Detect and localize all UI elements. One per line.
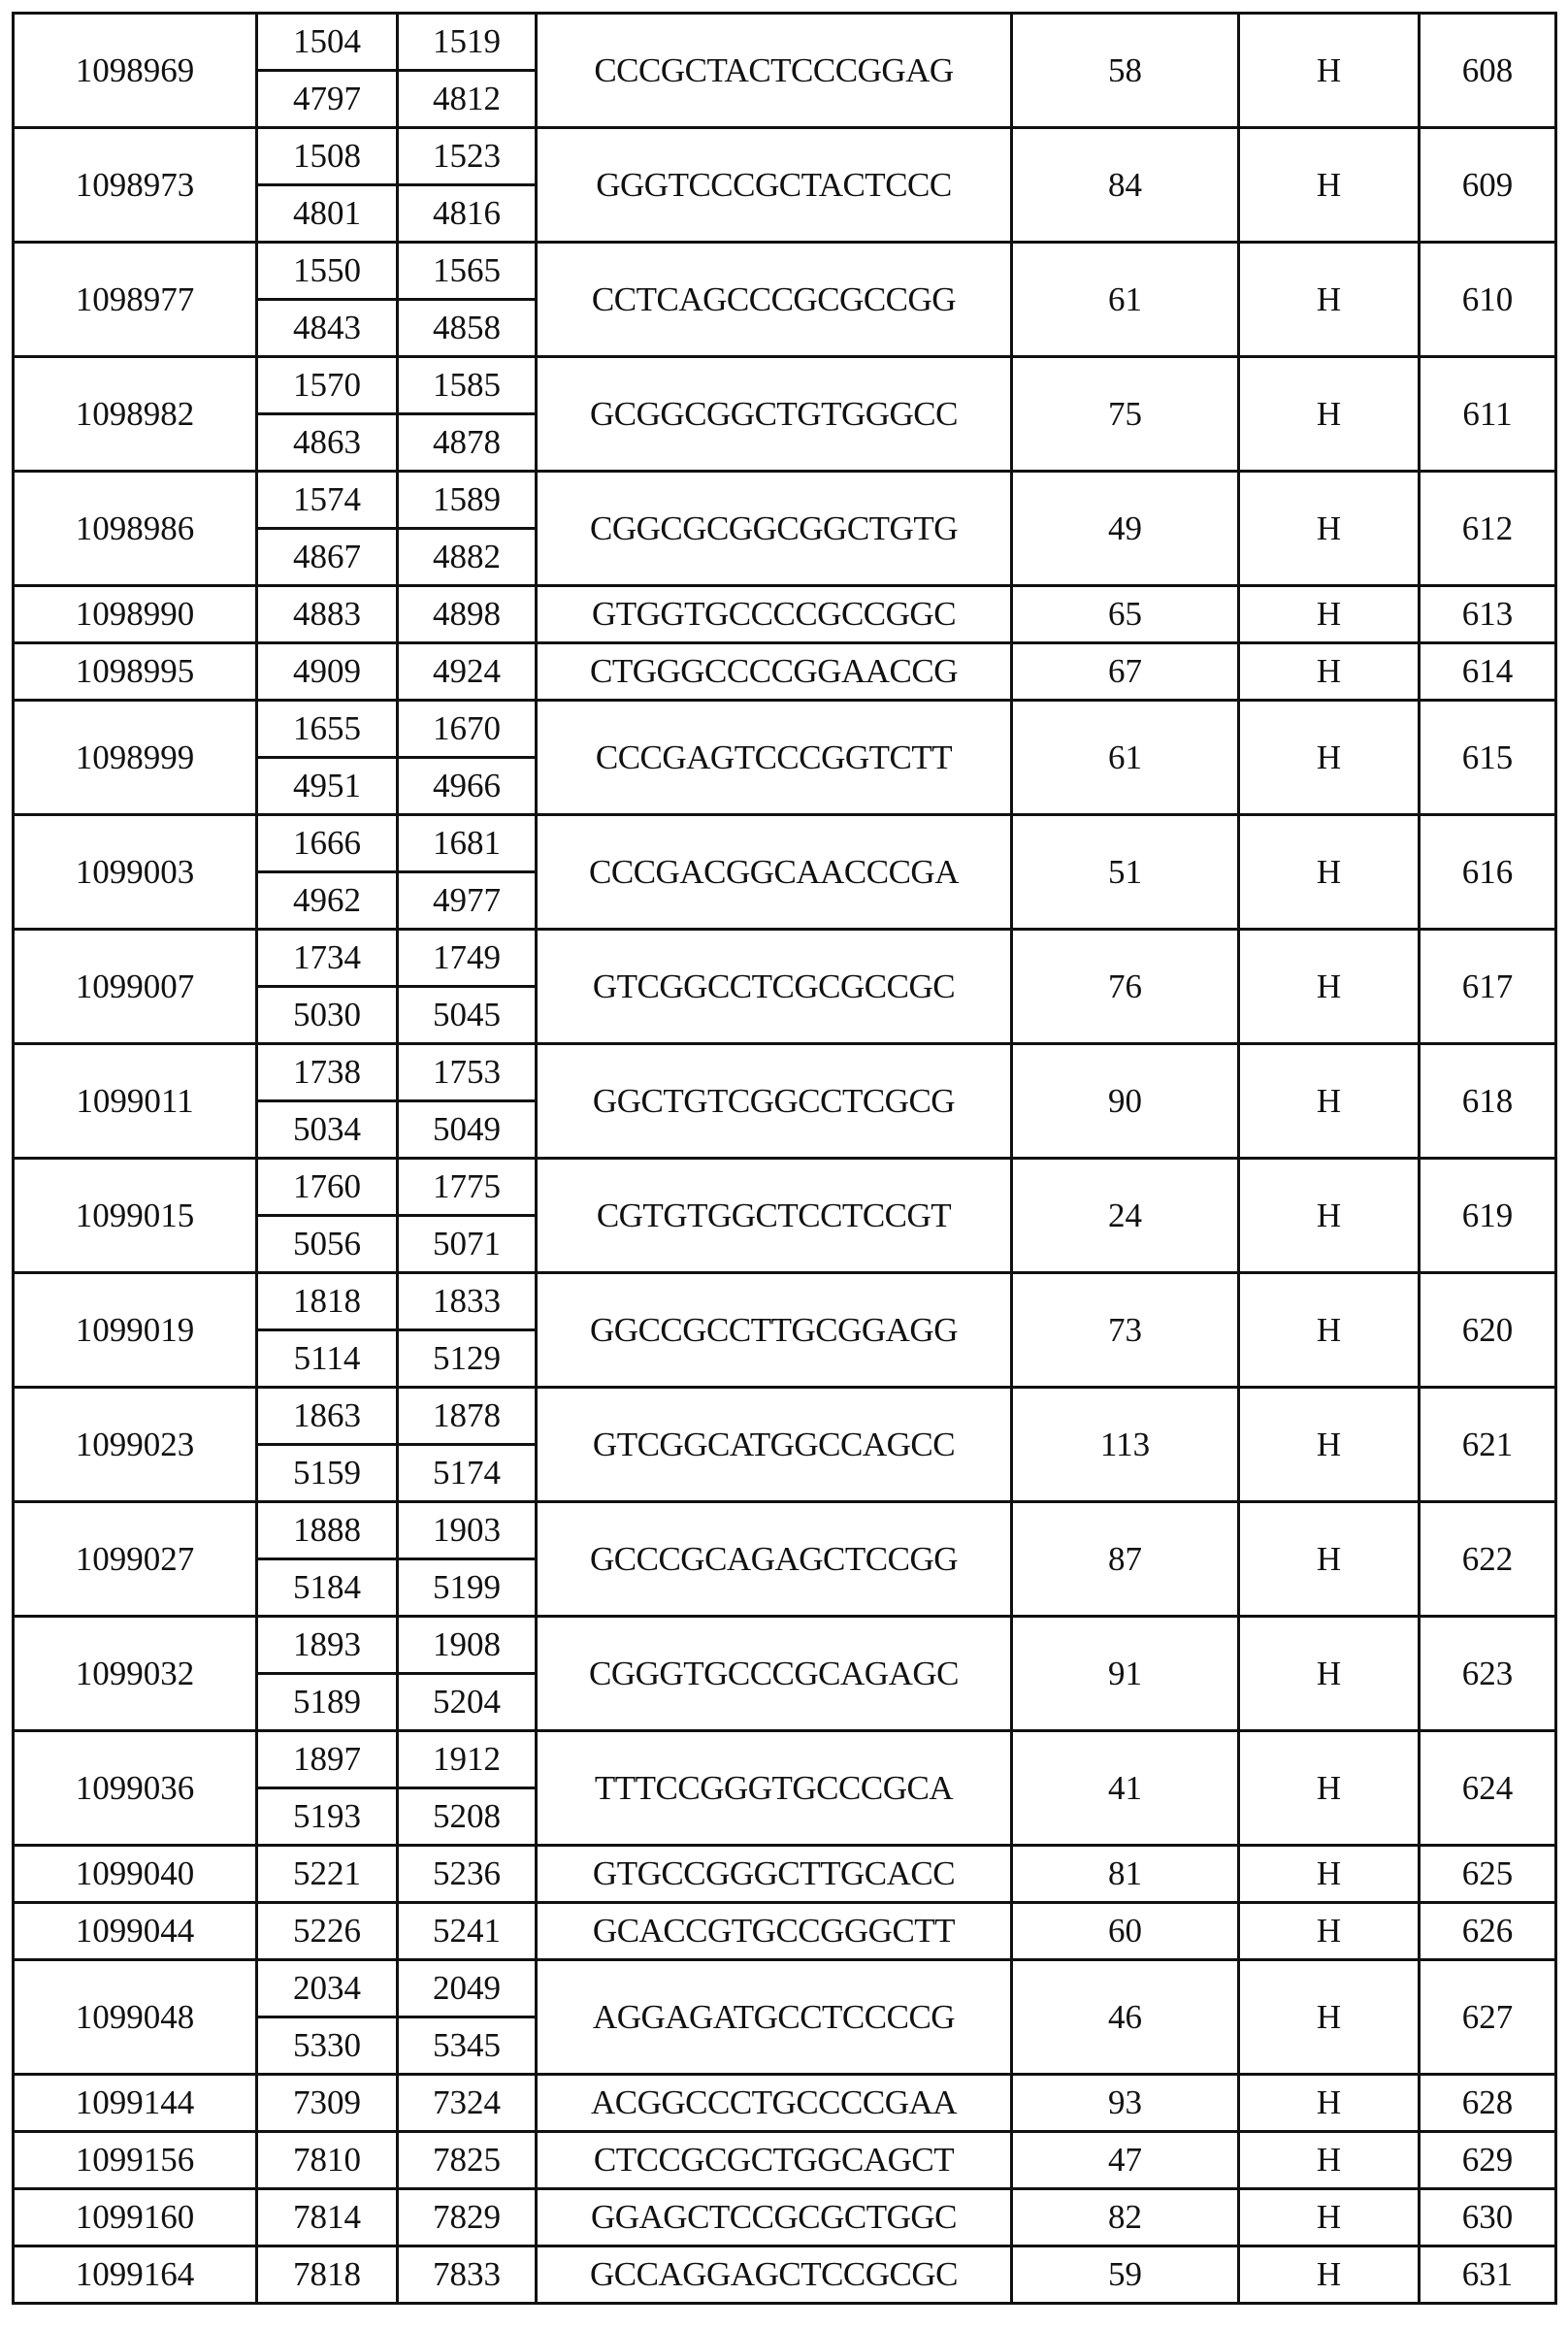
seq-id-no: 616 bbox=[1420, 815, 1556, 930]
seq-id-no: 625 bbox=[1420, 1846, 1556, 1903]
start-position: 1738 bbox=[257, 1044, 398, 1101]
value: 82 bbox=[1012, 2189, 1239, 2246]
start-position: 1574 bbox=[257, 472, 398, 529]
stop-position: 7825 bbox=[398, 2132, 537, 2189]
start-position: 7810 bbox=[257, 2132, 398, 2189]
compound-id: 1098995 bbox=[14, 643, 257, 701]
seq-id-no: 623 bbox=[1420, 1617, 1556, 1731]
mark: H bbox=[1239, 472, 1420, 586]
mark: H bbox=[1239, 1159, 1420, 1273]
compound-id: 1099027 bbox=[14, 1502, 257, 1617]
sequence: TTTCCGGGTGCCCGCA bbox=[537, 1731, 1012, 1846]
table-row bbox=[14, 357, 1556, 414]
mark: H bbox=[1239, 586, 1420, 643]
stop-position: 7829 bbox=[398, 2189, 537, 2246]
value: 76 bbox=[1012, 930, 1239, 1044]
table-body bbox=[14, 14, 1556, 2304]
mark: H bbox=[1239, 1617, 1420, 1731]
stop-position: 5236 bbox=[398, 1846, 537, 1903]
seq-id-no: 628 bbox=[1420, 2075, 1556, 2132]
mark: H bbox=[1239, 1903, 1420, 1960]
value: 61 bbox=[1012, 243, 1239, 357]
compound-id: 1099156 bbox=[14, 2132, 257, 2189]
stop-position: 4898 bbox=[398, 586, 537, 643]
value: 81 bbox=[1012, 1846, 1239, 1903]
start-position: 5184 bbox=[257, 1559, 398, 1617]
seq-id-no: 626 bbox=[1420, 1903, 1556, 1960]
seq-id-no: 612 bbox=[1420, 472, 1556, 586]
value: 24 bbox=[1012, 1159, 1239, 1273]
value: 91 bbox=[1012, 1617, 1239, 1731]
start-position: 5114 bbox=[257, 1330, 398, 1388]
table-row bbox=[14, 1960, 1556, 2017]
table-row bbox=[14, 1617, 1556, 1674]
compound-id: 1099036 bbox=[14, 1731, 257, 1846]
table-row bbox=[14, 586, 1556, 643]
stop-position: 5199 bbox=[398, 1559, 537, 1617]
table-row bbox=[14, 1273, 1556, 1330]
stop-position: 4977 bbox=[398, 872, 537, 930]
stop-position: 1878 bbox=[398, 1388, 537, 1445]
start-position: 1504 bbox=[257, 14, 398, 71]
seq-id-no: 618 bbox=[1420, 1044, 1556, 1159]
sequence: CGGGTGCCCGCAGAGC bbox=[537, 1617, 1012, 1731]
value: 49 bbox=[1012, 472, 1239, 586]
seq-id-no: 620 bbox=[1420, 1273, 1556, 1388]
stop-position: 1589 bbox=[398, 472, 537, 529]
seq-id-no: 613 bbox=[1420, 586, 1556, 643]
start-position: 1863 bbox=[257, 1388, 398, 1445]
table-row bbox=[14, 1846, 1556, 1903]
value: 87 bbox=[1012, 1502, 1239, 1617]
sequence: AGGAGATGCCTCCCCG bbox=[537, 1960, 1012, 2075]
value: 113 bbox=[1012, 1388, 1239, 1502]
value: 47 bbox=[1012, 2132, 1239, 2189]
seq-id-no: 627 bbox=[1420, 1960, 1556, 2075]
stop-position: 1775 bbox=[398, 1159, 537, 1216]
stop-position: 1523 bbox=[398, 128, 537, 185]
stop-position: 4878 bbox=[398, 414, 537, 472]
stop-position: 1519 bbox=[398, 14, 537, 71]
value: 51 bbox=[1012, 815, 1239, 930]
start-position: 1508 bbox=[257, 128, 398, 185]
stop-position: 4812 bbox=[398, 71, 537, 128]
sequence: GCCAGGAGCTCCGCGC bbox=[537, 2246, 1012, 2304]
sequence: CCCGCTACTCCCGGAG bbox=[537, 14, 1012, 128]
seq-id-no: 615 bbox=[1420, 701, 1556, 815]
compound-id: 1099044 bbox=[14, 1903, 257, 1960]
stop-position: 1912 bbox=[398, 1731, 537, 1788]
sequence: GTCGGCCTCGCGCCGC bbox=[537, 930, 1012, 1044]
table-row bbox=[14, 1159, 1556, 1216]
compound-id: 1098969 bbox=[14, 14, 257, 128]
start-position: 5330 bbox=[257, 2017, 398, 2075]
mark: H bbox=[1239, 243, 1420, 357]
start-position: 1818 bbox=[257, 1273, 398, 1330]
start-position: 4867 bbox=[257, 529, 398, 586]
value: 75 bbox=[1012, 357, 1239, 472]
start-position: 2034 bbox=[257, 1960, 398, 2017]
compound-id: 1098990 bbox=[14, 586, 257, 643]
compound-id: 1098986 bbox=[14, 472, 257, 586]
start-position: 5189 bbox=[257, 1674, 398, 1731]
table-row bbox=[14, 2132, 1556, 2189]
table-row bbox=[14, 1044, 1556, 1101]
sequence: CCCGAGTCCCGGTCTT bbox=[537, 701, 1012, 815]
value: 67 bbox=[1012, 643, 1239, 701]
table-row bbox=[14, 128, 1556, 185]
seq-id-no: 617 bbox=[1420, 930, 1556, 1044]
value: 65 bbox=[1012, 586, 1239, 643]
sequence: CCTCAGCCCGCGCCGG bbox=[537, 243, 1012, 357]
stop-position: 4858 bbox=[398, 300, 537, 357]
compound-id: 1098982 bbox=[14, 357, 257, 472]
stop-position: 1681 bbox=[398, 815, 537, 872]
stop-position: 4966 bbox=[398, 758, 537, 815]
mark: H bbox=[1239, 930, 1420, 1044]
compound-id: 1099040 bbox=[14, 1846, 257, 1903]
stop-position: 5129 bbox=[398, 1330, 537, 1388]
mark: H bbox=[1239, 1502, 1420, 1617]
sequence: GGAGCTCCGCGCTGGC bbox=[537, 2189, 1012, 2246]
start-position: 1893 bbox=[257, 1617, 398, 1674]
stop-position: 5345 bbox=[398, 2017, 537, 2075]
sequence: GGCCGCCTTGCGGAGG bbox=[537, 1273, 1012, 1388]
seq-id-no: 608 bbox=[1420, 14, 1556, 128]
table-row bbox=[14, 2189, 1556, 2246]
table-row bbox=[14, 2246, 1556, 2304]
stop-position: 5208 bbox=[398, 1788, 537, 1846]
stop-position: 5071 bbox=[398, 1216, 537, 1273]
seq-id-no: 629 bbox=[1420, 2132, 1556, 2189]
start-position: 5034 bbox=[257, 1101, 398, 1159]
mark: H bbox=[1239, 643, 1420, 701]
value: 90 bbox=[1012, 1044, 1239, 1159]
seq-id-no: 609 bbox=[1420, 128, 1556, 243]
stop-position: 1753 bbox=[398, 1044, 537, 1101]
sequence: GTGGTGCCCCGCCGGC bbox=[537, 586, 1012, 643]
stop-position: 7833 bbox=[398, 2246, 537, 2304]
seq-id-no: 630 bbox=[1420, 2189, 1556, 2246]
stop-position: 4882 bbox=[398, 529, 537, 586]
mark: H bbox=[1239, 128, 1420, 243]
value: 60 bbox=[1012, 1903, 1239, 1960]
seq-id-no: 611 bbox=[1420, 357, 1556, 472]
table-row bbox=[14, 1502, 1556, 1559]
start-position: 7814 bbox=[257, 2189, 398, 2246]
seq-id-no: 624 bbox=[1420, 1731, 1556, 1846]
stop-position: 1903 bbox=[398, 1502, 537, 1559]
start-position: 1888 bbox=[257, 1502, 398, 1559]
sequence: GCCCGCAGAGCTCCGG bbox=[537, 1502, 1012, 1617]
start-position: 5030 bbox=[257, 987, 398, 1044]
value: 93 bbox=[1012, 2075, 1239, 2132]
seq-id-no: 621 bbox=[1420, 1388, 1556, 1502]
mark: H bbox=[1239, 357, 1420, 472]
value: 46 bbox=[1012, 1960, 1239, 2075]
start-position: 1734 bbox=[257, 930, 398, 987]
start-position: 5226 bbox=[257, 1903, 398, 1960]
mark: H bbox=[1239, 1044, 1420, 1159]
sequence: GGCTGTCGGCCTCGCG bbox=[537, 1044, 1012, 1159]
start-position: 5159 bbox=[257, 1445, 398, 1502]
mark: H bbox=[1239, 1960, 1420, 2075]
compound-id: 1099048 bbox=[14, 1960, 257, 2075]
sequence: CTCCGCGCTGGCAGCT bbox=[537, 2132, 1012, 2189]
mark: H bbox=[1239, 2075, 1420, 2132]
start-position: 1897 bbox=[257, 1731, 398, 1788]
sequence: GTGCCGGGCTTGCACC bbox=[537, 1846, 1012, 1903]
stop-position: 5174 bbox=[398, 1445, 537, 1502]
sequence: GCGGCGGCTGTGGGCC bbox=[537, 357, 1012, 472]
stop-position: 5049 bbox=[398, 1101, 537, 1159]
start-position: 5193 bbox=[257, 1788, 398, 1846]
value: 73 bbox=[1012, 1273, 1239, 1388]
table-row bbox=[14, 815, 1556, 872]
stop-position: 1585 bbox=[398, 357, 537, 414]
value: 59 bbox=[1012, 2246, 1239, 2304]
stop-position: 1565 bbox=[398, 243, 537, 300]
stop-position: 4816 bbox=[398, 185, 537, 243]
stop-position: 1833 bbox=[398, 1273, 537, 1330]
table-row bbox=[14, 1731, 1556, 1788]
sequence: CTGGGCCCCGGAACCG bbox=[537, 643, 1012, 701]
start-position: 4801 bbox=[257, 185, 398, 243]
table-row bbox=[14, 1903, 1556, 1960]
start-position: 1666 bbox=[257, 815, 398, 872]
mark: H bbox=[1239, 2132, 1420, 2189]
start-position: 1760 bbox=[257, 1159, 398, 1216]
table-row bbox=[14, 1388, 1556, 1445]
start-position: 4962 bbox=[257, 872, 398, 930]
compound-id: 1099164 bbox=[14, 2246, 257, 2304]
start-position: 1550 bbox=[257, 243, 398, 300]
compound-id: 1099007 bbox=[14, 930, 257, 1044]
table-row bbox=[14, 243, 1556, 300]
stop-position: 5045 bbox=[398, 987, 537, 1044]
seq-id-no: 610 bbox=[1420, 243, 1556, 357]
mark: H bbox=[1239, 1846, 1420, 1903]
stop-position: 5204 bbox=[398, 1674, 537, 1731]
sequence-table bbox=[12, 12, 1557, 2305]
table-row bbox=[14, 643, 1556, 701]
compound-id: 1099015 bbox=[14, 1159, 257, 1273]
stop-position: 1908 bbox=[398, 1617, 537, 1674]
start-position: 1655 bbox=[257, 701, 398, 758]
compound-id: 1099011 bbox=[14, 1044, 257, 1159]
stop-position: 4924 bbox=[398, 643, 537, 701]
start-position: 7818 bbox=[257, 2246, 398, 2304]
mark: H bbox=[1239, 701, 1420, 815]
compound-id: 1099160 bbox=[14, 2189, 257, 2246]
table-row bbox=[14, 472, 1556, 529]
sequence: CGGCGCGGCGGCTGTG bbox=[537, 472, 1012, 586]
stop-position: 5241 bbox=[398, 1903, 537, 1960]
seq-id-no: 631 bbox=[1420, 2246, 1556, 2304]
compound-id: 1099032 bbox=[14, 1617, 257, 1731]
table-row bbox=[14, 701, 1556, 758]
start-position: 5056 bbox=[257, 1216, 398, 1273]
start-position: 4951 bbox=[257, 758, 398, 815]
compound-id: 1098977 bbox=[14, 243, 257, 357]
compound-id: 1098973 bbox=[14, 128, 257, 243]
compound-id: 1099144 bbox=[14, 2075, 257, 2132]
mark: H bbox=[1239, 815, 1420, 930]
stop-position: 2049 bbox=[398, 1960, 537, 2017]
start-position: 7309 bbox=[257, 2075, 398, 2132]
table-row bbox=[14, 930, 1556, 987]
stop-position: 1670 bbox=[398, 701, 537, 758]
start-position: 4863 bbox=[257, 414, 398, 472]
value: 41 bbox=[1012, 1731, 1239, 1846]
seq-id-no: 614 bbox=[1420, 643, 1556, 701]
start-position: 4909 bbox=[257, 643, 398, 701]
seq-id-no: 622 bbox=[1420, 1502, 1556, 1617]
compound-id: 1099023 bbox=[14, 1388, 257, 1502]
mark: H bbox=[1239, 1273, 1420, 1388]
mark: H bbox=[1239, 1388, 1420, 1502]
mark: H bbox=[1239, 2189, 1420, 2246]
table-row bbox=[14, 14, 1556, 71]
sequence: CGTGTGGCTCCTCCGT bbox=[537, 1159, 1012, 1273]
sequence: GCACCGTGCCGGGCTT bbox=[537, 1903, 1012, 1960]
sequence: GGGTCCCGCTACTCCC bbox=[537, 128, 1012, 243]
compound-id: 1098999 bbox=[14, 701, 257, 815]
value: 84 bbox=[1012, 128, 1239, 243]
stop-position: 7324 bbox=[398, 2075, 537, 2132]
start-position: 4883 bbox=[257, 586, 398, 643]
compound-id: 1099003 bbox=[14, 815, 257, 930]
stop-position: 1749 bbox=[398, 930, 537, 987]
sequence: CCCGACGGCAACCCGA bbox=[537, 815, 1012, 930]
sequence: GTCGGCATGGCCAGCC bbox=[537, 1388, 1012, 1502]
seq-id-no: 619 bbox=[1420, 1159, 1556, 1273]
start-position: 1570 bbox=[257, 357, 398, 414]
start-position: 5221 bbox=[257, 1846, 398, 1903]
mark: H bbox=[1239, 2246, 1420, 2304]
compound-id: 1099019 bbox=[14, 1273, 257, 1388]
mark: H bbox=[1239, 14, 1420, 128]
mark: H bbox=[1239, 1731, 1420, 1846]
sequence: ACGGCCCTGCCCCGAA bbox=[537, 2075, 1012, 2132]
start-position: 4797 bbox=[257, 71, 398, 128]
table-row bbox=[14, 2075, 1556, 2132]
start-position: 4843 bbox=[257, 300, 398, 357]
value: 58 bbox=[1012, 14, 1239, 128]
value: 61 bbox=[1012, 701, 1239, 815]
